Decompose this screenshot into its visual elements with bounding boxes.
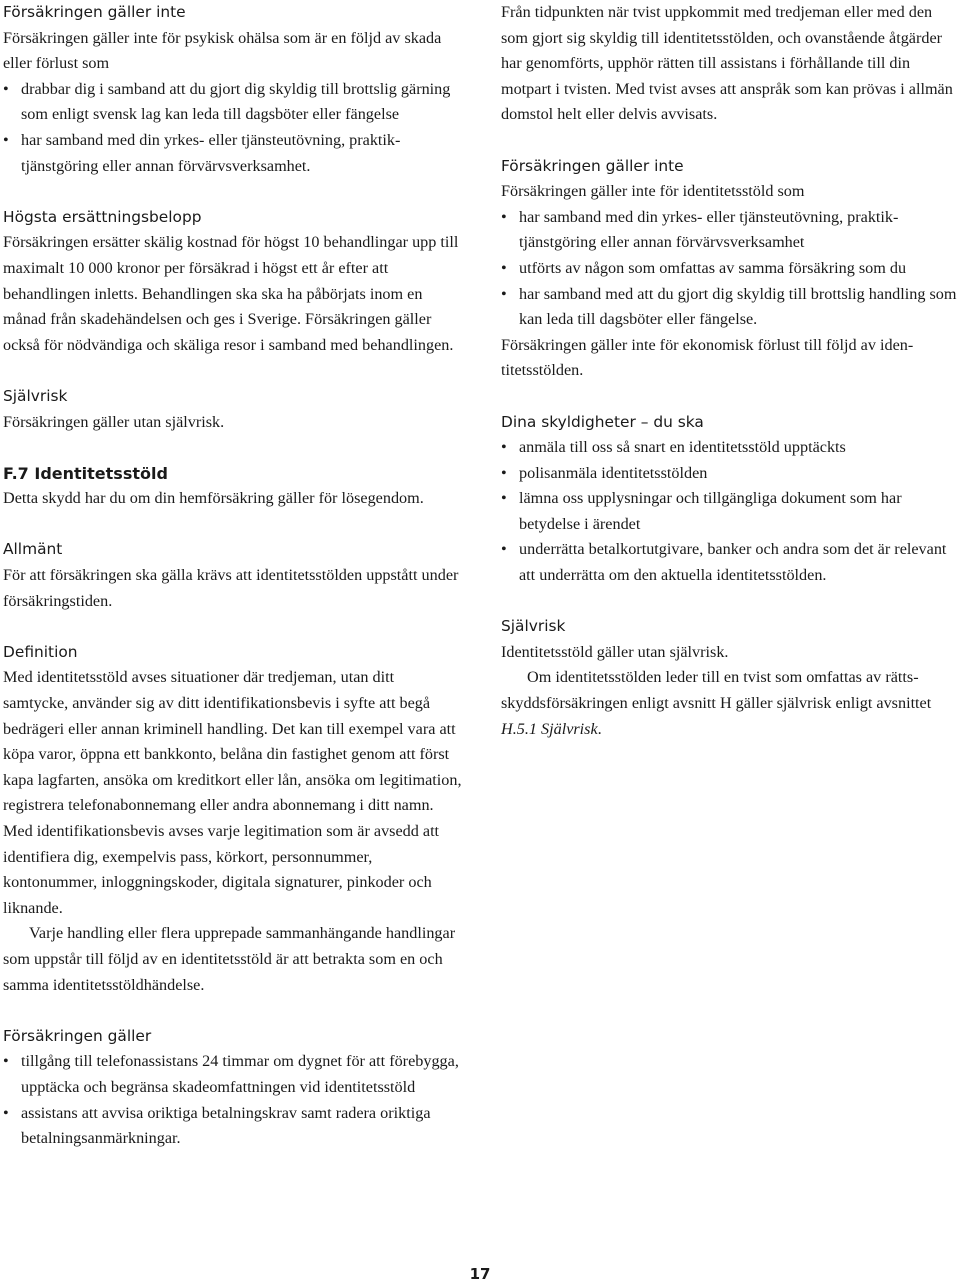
deductible-heading: Självrisk [3,386,68,405]
right-column [501,0,959,742]
general-heading: Allmänt [3,540,63,559]
deductible-dispute-suffix: . [597,719,602,738]
list-item: • har samband med din yrkes- eller tjänsteutövning, praktiktjänstgöring eller annan förvärvsverksamhet [501,205,959,256]
section-reference: H.5.1 Självrisk [501,719,598,738]
deductible-text-right: Identitetsstöld gäller utan självrisk. [501,642,729,661]
list-item: • har samband med din yrkes- eller tjänsteutövning, praktiktjänstgöring eller annan förvärvsverksamhet. [3,128,463,179]
deductible-text: Försäkringen gäller utan självrisk. [3,412,225,431]
exclusions-intro: Försäkringen gäller inte för psykisk ohälsa som är en följd av skada eller förlust som [3,28,442,73]
left-column [3,0,463,1152]
deductible-heading-right: Självrisk [501,617,566,636]
duties-heading: Dina skyldigheter – du ska [501,412,704,431]
list-item: • tillgång till telefonassistans 24 timmar om dygnet för att förebygga, upptäcka och begränsa skadeomfattningen vid identitetsstöld [3,1049,463,1100]
inclusions-list [3,1049,463,1151]
exclusions-heading-right: Försäkringen gäller inte [501,156,684,175]
definition-text-2: Varje handling eller flera upprepade sammanhängande handlingar som uppstår till följd av en identitetsstöld är att betrakta som en och samma identitetsstöldhändelse. [3,924,456,994]
definition-text: Med identitetsstöld avses situationer där tredjeman, utan ditt samtycke, använder sig av ditt identifikationsbevis i syfte att begå bedrägeri eller annan kriminell handling. Det kan till exempel vara att köpa varor, öppna ett bankkonto, belåna din fastighet genom att först kapa lagfarten, ansöka om kreditkort eller lån, ansöka om legitimation, registrera telefonabonnemang eller andra abonnemang i ditt namn. Med identifikationsbevis avses varje legitimation som är avsedd att identifiera dig, exempelvis pass, körkort, personnummer, kontonummer, inloggningskoder, digitala signaturer, pinkoder och liknande. [3,668,462,917]
general-text: För att försäkringen ska gälla krävs att identitetsstölden uppstått under försäkringstiden. [3,566,459,610]
exclusions-list [3,77,463,179]
max-compensation-heading: Högsta ersättningsbelopp [3,207,202,226]
exclusions-outro: Försäkringen gäller inte för ekonomisk förlust till följd av identitetsstölden. [501,335,914,380]
list-item: • polisanmäla identitetsstölden [501,461,959,487]
list-item: • utförts av någon som omfattas av samma försäkring som du [501,256,959,282]
list-item: • anmäla till oss så snart en identitetsstöld upptäckts [501,435,959,461]
section-heading: F.7 Identitetsstöld [3,463,168,483]
list-item: • drabbar dig i samband att du gjort dig skyldig till brottslig gärning som enligt svensk lag kan leda till dagsböter eller fängelse [3,77,463,128]
section-intro: Detta skydd har du om din hemförsäkring gäller för lösegendom. [3,489,424,508]
deductible-dispute-prefix: Om identitetsstölden leder till en tvist som omfattas av rättsskyddsförsäkringen enligt avsnitt H gäller självrisk enligt avsnittet [501,668,932,713]
max-compensation-text: Försäkringen ersätter skälig kostnad för högst 10 behandlingar upp till maximalt 10 000 kronor per försäkrad i högst ett år efter att behandlingen inletts. Behandlingen ska ska ha påbörjats inom en månad från skadehändelsen och ges i Sverige. Försäkringen gäller också för nödvändiga och skäliga resor i samband med behandlingen. [3,233,459,354]
page-number: 17 [469,1265,491,1283]
inclusions-heading: Försäkringen gäller [3,1026,152,1045]
list-item: • lämna oss upplysningar och tillgängliga dokument som har betydelse i ärendet [501,486,959,537]
exclusions-intro-right: Försäkringen gäller inte för identitetsstöld som [501,182,805,201]
deductible-dispute-text [501,665,959,742]
list-item: • assistans att avvisa oriktiga betalningskrav samt radera oriktiga betalningsanmärkningar. [3,1101,463,1152]
list-item: • har samband med att du gjort dig skyldig till brottslig handling som kan leda till dagsböter eller fängelse. [501,282,959,333]
list-item: • underrätta betalkortutgivare, banker och andra som det är relevant att underrätta om den aktuella identitetsstölden. [501,537,959,588]
exclusions-heading: Försäkringen gäller inte [3,3,186,21]
definition-heading: Definition [3,642,78,661]
exclusions-list-right [501,205,959,333]
dispute-text: Från tidpunkten när tvist uppkommit med tredjeman eller med den som gjort sig skyldig till identitetsstölden, och ovanstående åtgärder har genomförts, upphör rätten till assistans i förhållande till din motpart i tvisten. Med tvist avses att anspråk som kan prövas i allmän domstol helt eller delvis avvisats. [501,3,953,124]
duties-list [501,435,959,589]
